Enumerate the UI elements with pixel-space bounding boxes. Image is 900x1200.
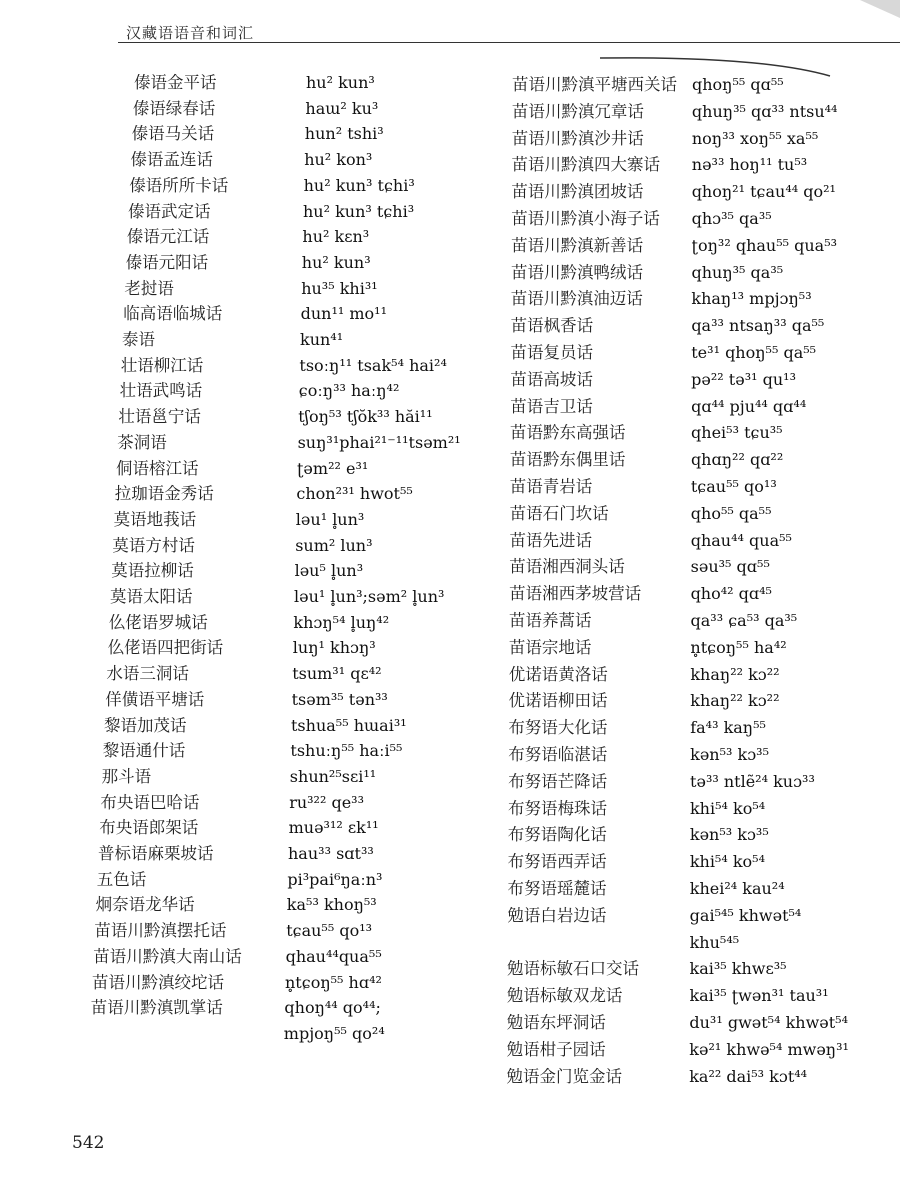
phonetic-form: qhuŋ³⁵ qɑ³³ ntsu⁴⁴ <box>691 101 838 121</box>
language-name: 苗语川黔滇油迈话 <box>510 289 643 309</box>
language-name: 苗语川黔滇摆托话 <box>94 921 227 941</box>
language-name: 苗语川黔滇小海子话 <box>511 209 660 228</box>
language-name: 仫佬语四把街话 <box>107 638 224 658</box>
phonetic-form: dun¹¹ mo¹¹ <box>300 304 387 324</box>
language-name: 傣语马关话 <box>131 124 215 144</box>
phonetic-form: tɕau⁵⁵ qo¹³ <box>286 921 373 941</box>
language-name: 拉珈语金秀话 <box>114 484 214 504</box>
language-name: 傣语元阳话 <box>125 252 209 272</box>
phonetic-form: khei²⁴ kau²⁴ <box>689 879 785 898</box>
language-name: 苗语宗地话 <box>508 637 592 657</box>
phonetic-form: chon²³¹ hwot⁵⁵ <box>296 484 413 504</box>
language-name: 壮语邕宁话 <box>118 407 201 427</box>
phonetic-form: khɔŋ⁵⁴ l̥uŋ⁴² <box>293 612 390 632</box>
language-name: 苗语川黔滇四大寨话 <box>511 155 661 175</box>
language-name: 布努语大化话 <box>508 718 608 738</box>
phonetic-form: kun⁴¹ <box>300 330 344 349</box>
phonetic-form: hu² kon³ <box>304 150 373 170</box>
language-name: 苗语川黔滇沙井话 <box>511 128 644 148</box>
phonetic-form: khaŋ²² kɔ²² <box>690 664 780 684</box>
phonetic-form: khaŋ²² kɔ²² <box>690 691 780 711</box>
language-name: 苗语养蒿话 <box>509 611 592 630</box>
language-name: 苗语复员话 <box>510 343 593 362</box>
phonetic-form: kə²¹ khwə⁵⁴ mwəŋ³¹ <box>689 1039 849 1059</box>
language-name: 布央语郎架话 <box>99 818 199 838</box>
phonetic-form: qhau⁴⁴ qua⁵⁵ <box>690 530 792 550</box>
phonetic-form: sum² lun³ <box>295 535 373 555</box>
phonetic-form: ləu¹ l̥un³;səm² l̥un³ <box>294 587 445 606</box>
language-name: 傣语绿春话 <box>132 98 216 118</box>
phonetic-form: tsəm³⁵ tən³³ <box>291 689 388 709</box>
phonetic-form: haɯ² ku³ <box>305 98 379 118</box>
language-name: 佯僙语平塘话 <box>105 689 205 709</box>
phonetic-form: qho⁴² qɑ⁴⁵ <box>690 584 772 604</box>
phonetic-form: tsoːŋ¹¹ tsak⁵⁴ hai²⁴ <box>299 355 447 375</box>
phonetic-form: qɑ⁴⁴ pju⁴⁴ qɑ⁴⁴ <box>691 396 807 416</box>
language-name: 优诺语黄洛话 <box>508 664 608 684</box>
phonetic-form: hu² kun³ <box>301 252 371 272</box>
phonetic-form: qhau⁴⁴qua⁵⁵ <box>285 946 382 966</box>
phonetic-form: khaŋ¹³ mpjɔŋ⁵³ <box>691 289 812 309</box>
phonetic-form: kai³⁵ ʈwən³¹ tau³¹ <box>689 986 829 1006</box>
phonetic-form: fa⁴³ kaŋ⁵⁵ <box>690 718 766 738</box>
language-name: 布努语陶化话 <box>507 825 607 845</box>
phonetic-form: ru³²² qe³³ <box>289 792 365 812</box>
phonetic-form: ʈəm²² e³¹ <box>297 458 369 478</box>
language-name: 普标语麻栗坡话 <box>98 844 214 863</box>
phonetic-form: hun² tshi³ <box>304 124 384 144</box>
language-name: 壮语柳江话 <box>120 355 204 375</box>
phonetic-form: khi⁵⁴ ko⁵⁴ <box>689 852 765 872</box>
phonetic-form: luŋ¹ khɔŋ³ <box>292 638 376 658</box>
language-name: 布央语巴哈话 <box>100 792 200 812</box>
language-name: 壮语武鸣话 <box>119 381 203 401</box>
language-name: 黎语通什话 <box>102 741 186 761</box>
language-name: 莫语拉柳话 <box>111 561 194 581</box>
language-name: 临高语临城话 <box>123 304 223 324</box>
language-name: 那斗语 <box>101 766 152 786</box>
phonetic-form: hu² kun³ tɕhi³ <box>303 175 415 195</box>
phonetic-form: hu³⁵ khi³¹ <box>301 278 378 298</box>
phonetic-form: qa³³ ntsaŋ³³ qa⁵⁵ <box>691 316 825 336</box>
language-name: 苗语黔东偶里话 <box>509 450 626 470</box>
language-name: 莫语太阳话 <box>110 587 193 606</box>
language-name: 苗语吉卫话 <box>510 396 593 416</box>
phonetic-form: gai⁵⁴⁵ khwət⁵⁴ <box>689 905 802 925</box>
language-name: 布努语临湛话 <box>508 745 608 764</box>
language-name: 苗语川黔滇冗章话 <box>511 101 644 121</box>
phonetic-form: ʈoŋ³² qhau⁵⁵ qua⁵³ <box>691 235 838 255</box>
phonetic-form: tshua⁵⁵ hɯai³¹ <box>291 715 407 735</box>
phonetic-form: noŋ³³ xoŋ⁵⁵ xa⁵⁵ <box>691 128 819 148</box>
language-name: 勉语标敏石口交话 <box>507 959 640 979</box>
language-name: 苗语湘西茅坡营话 <box>509 584 642 604</box>
language-name: 傣语金平话 <box>134 73 217 92</box>
phonetic-form: du³¹ gwət⁵⁴ khwət⁵⁴ <box>689 1013 849 1032</box>
language-name: 仫佬语罗城话 <box>108 612 208 632</box>
phonetic-form: te³¹ qhoŋ⁵⁵ qa⁵⁵ <box>691 343 817 362</box>
phonetic-form: səu³⁵ qɑ⁵⁵ <box>690 557 770 577</box>
phonetic-form: qho⁵⁵ qa⁵⁵ <box>690 503 772 523</box>
language-name: 老挝语 <box>124 278 174 298</box>
language-name: 苗语高坡话 <box>510 369 593 389</box>
language-name: 苗语川黔滇大南山话 <box>93 946 242 966</box>
phonetic-form: nə³³ hoŋ¹¹ tu⁵³ <box>691 155 808 175</box>
running-header: 汉藏语语音和词汇 <box>126 24 255 42</box>
language-name: 布努语瑶麓话 <box>507 879 607 898</box>
phonetic-form: n̥tɕoŋ⁵⁵ hɑ⁴² <box>285 972 382 992</box>
phonetic-form: suŋ³¹phai²¹⁻¹¹tsəm²¹ <box>297 432 461 452</box>
phonetic-form: qhɑŋ²² qɑ²² <box>690 450 784 470</box>
language-name: 布努语西弄话 <box>507 852 607 872</box>
language-name: 苗语川黔滇绞坨话 <box>92 972 224 992</box>
phonetic-form: kai³⁵ khwɛ³⁵ <box>689 959 787 979</box>
language-name: 苗语先进话 <box>509 530 592 550</box>
phonetic-form: n̥tɕoŋ⁵⁵ ha⁴² <box>690 637 787 657</box>
language-name: 黎语加茂话 <box>104 715 187 735</box>
language-name: 苗语川黔滇团坡话 <box>511 182 644 202</box>
language-name: 苗语湘西洞头话 <box>509 557 625 577</box>
phonetic-form: tʃoŋ⁵³ tʃŏk³³ hăi¹¹ <box>298 407 433 427</box>
phonetic-form: hu² kɛn³ <box>302 227 370 247</box>
language-name: 苗语川黔滇平塘西关话 <box>512 75 677 94</box>
language-name: 勉语标敏双龙话 <box>506 986 623 1006</box>
phonetic-form: hu² kun³ <box>306 73 375 92</box>
language-name: 傣语所所卡话 <box>129 175 229 195</box>
language-name: 五色话 <box>96 869 147 889</box>
language-name: 勉语东坪洞话 <box>506 1013 606 1032</box>
phonetic-form: qhei⁵³ tɕu³⁵ <box>691 423 783 443</box>
phonetic-form: qhoŋ²¹ tɕau⁴⁴ qo²¹ <box>691 182 836 202</box>
language-name: 布努语梅珠话 <box>507 798 607 818</box>
phonetic-form: tɕau⁵⁵ qo¹³ <box>690 477 777 496</box>
phonetic-form: ləu¹ l̥un³ <box>295 509 365 529</box>
phonetic-form: ləu⁵ l̥un³ <box>294 561 364 581</box>
language-name: 布努语芒降话 <box>508 771 608 791</box>
language-name: 茶洞语 <box>117 432 167 452</box>
phonetic-form: pə²² tə³¹ qu¹³ <box>691 369 796 389</box>
language-name: 苗语川黔滇新善话 <box>511 235 644 255</box>
language-name: 苗语川黔滇鸭绒话 <box>510 262 643 282</box>
phonetic-form: khi⁵⁴ ko⁵⁴ <box>689 798 766 818</box>
language-name: 苗语青岩话 <box>509 477 593 496</box>
phonetic-form: tshuːŋ⁵⁵ haːi⁵⁵ <box>290 741 403 761</box>
language-name: 苗语石门坎话 <box>509 503 609 523</box>
phonetic-form: qhoŋ⁴⁴ qo⁴⁴; <box>284 998 381 1018</box>
phonetic-form: hu² kun³ tɕhi³ <box>303 201 415 221</box>
language-name: 傣语孟连话 <box>130 150 213 170</box>
language-name: 泰语 <box>122 330 155 349</box>
language-name: 傣语武定话 <box>128 201 211 221</box>
phonetic-form: khu⁵⁴⁵ <box>689 932 740 952</box>
phonetic-form: shun²⁵sɛi¹¹ <box>289 766 377 786</box>
phonetic-form: mpjoŋ⁵⁵ qo²⁴ <box>283 1023 385 1043</box>
language-name: 苗语枫香话 <box>510 316 594 336</box>
phonetic-form: qhuŋ³⁵ qa³⁵ <box>691 262 784 282</box>
language-name: 苗语川黔滇凯掌话 <box>90 998 223 1018</box>
language-name: 优诺语柳田话 <box>508 691 608 711</box>
language-name: 莫语地莪话 <box>113 509 197 529</box>
phonetic-form: muə³¹² ɛk¹¹ <box>288 818 379 838</box>
phonetic-form: tsum³¹ qɛ⁴² <box>292 664 382 684</box>
phonetic-form: pi³pai⁶ŋaːn³ <box>287 869 383 889</box>
phonetic-form: ɕoːŋ³³ haːŋ⁴² <box>298 381 400 401</box>
language-name: 炯奈语龙华话 <box>95 895 195 915</box>
phonetic-form: ka⁵³ khoŋ⁵³ <box>286 895 377 915</box>
language-name: 水语三洞话 <box>106 664 189 684</box>
phonetic-form: hau³³ sɑt³³ <box>288 844 374 863</box>
phonetic-form: kən⁵³ kɔ³⁵ <box>690 745 769 764</box>
phonetic-form: qhoŋ⁵⁵ qɑ⁵⁵ <box>692 75 784 94</box>
language-name: 莫语方村话 <box>112 535 195 555</box>
language-name: 苗语黔东高强话 <box>510 423 626 443</box>
page-number: 542 <box>72 1133 105 1153</box>
language-name: 傣语元江话 <box>126 227 210 247</box>
language-name: 勉语柑子园话 <box>506 1039 606 1059</box>
language-name: 勉语金门览金话 <box>506 1066 622 1086</box>
language-name: 侗语榕江话 <box>116 458 199 478</box>
phonetic-form: qhɔ³⁵ qa³⁵ <box>691 209 772 228</box>
phonetic-form: qa³³ ɕa⁵³ qa³⁵ <box>690 611 798 630</box>
phonetic-form: tə³³ ntlẽ²⁴ kuɔ³³ <box>690 771 815 791</box>
language-name: 勉语白岩边话 <box>507 905 607 925</box>
phonetic-form: kən⁵³ kɔ³⁵ <box>689 825 769 845</box>
phonetic-form: ka²² dai⁵³ kɔt⁴⁴ <box>689 1066 808 1086</box>
